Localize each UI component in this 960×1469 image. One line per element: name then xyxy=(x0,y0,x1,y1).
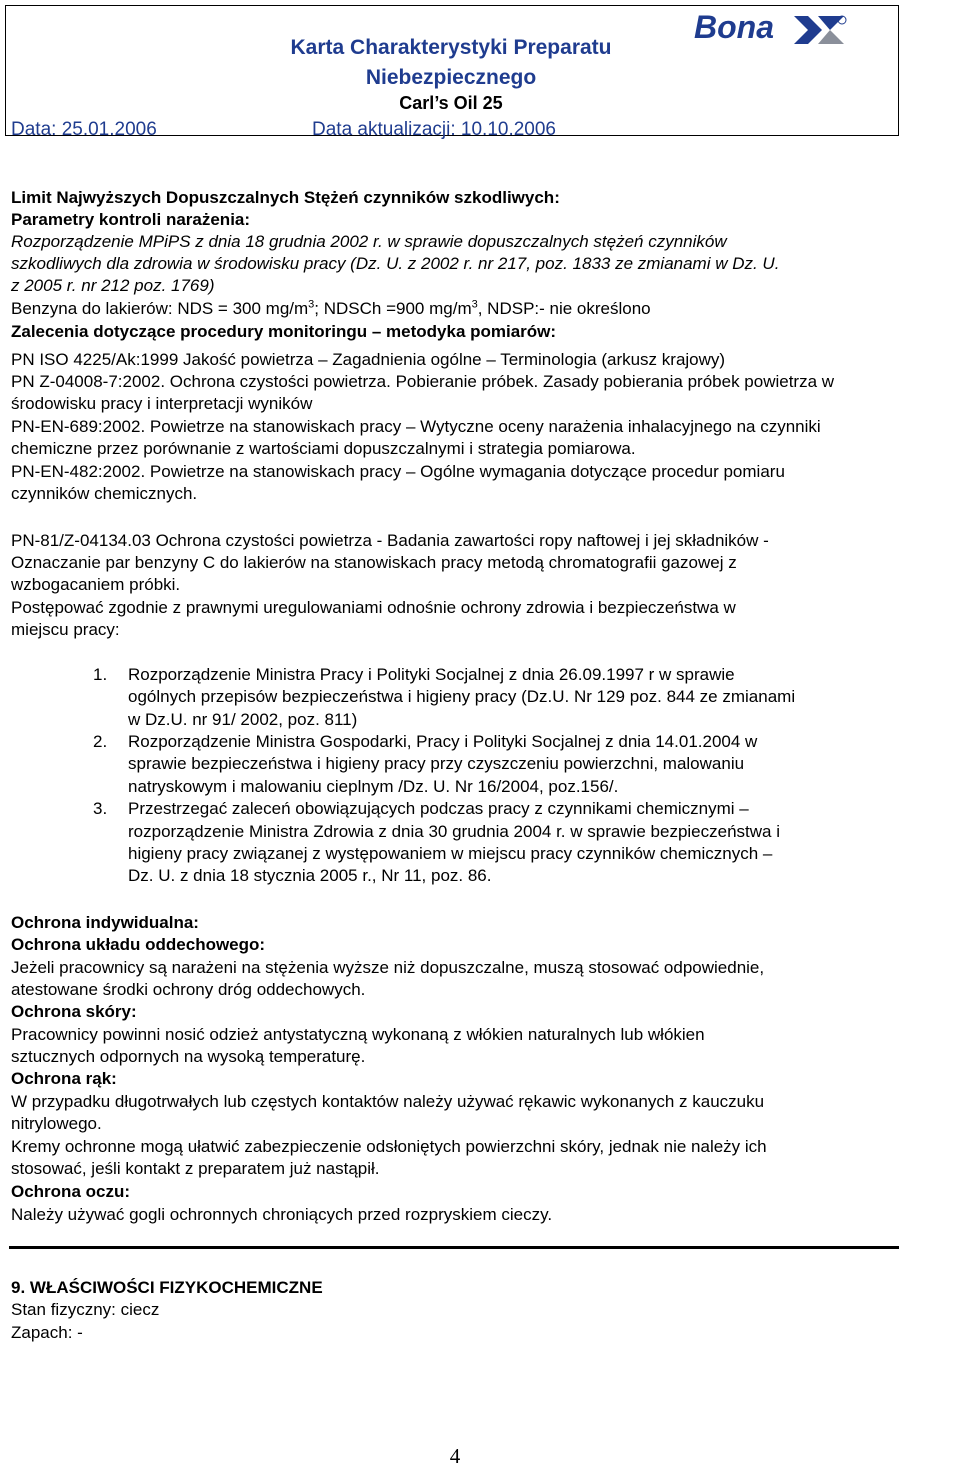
header-title-line1: Karta Charakterystyki Preparatu xyxy=(290,36,612,59)
regulation-line: z 2005 r. nr 212 poz. 1769) xyxy=(11,276,215,295)
list-item-line: natryskowym i malowaniu cieplnym /Dz. U. Nr 16/2004, poz.156/. xyxy=(128,777,619,796)
section-divider xyxy=(9,1246,899,1249)
list-item-line: Dz. U. z dnia 18 stycznia 2005 r., Nr 11, poz. 86. xyxy=(128,866,492,885)
regulation-line: szkodliwych dla zdrowia w środowisku pracy (Dz. U. z 2002 r. nr 217, poz. 1833 ze zmianami w Dz. U. xyxy=(11,254,780,273)
monitoring-line: środowisku pracy i interpretacji wyników xyxy=(11,394,313,413)
monitoring-heading: Zalecenia dotyczące procedury monitoringu – metodyka pomiarów: xyxy=(11,322,557,341)
product-name: Carl’s Oil 25 xyxy=(399,93,503,113)
exposure-heading: Parametry kontroli narażenia: xyxy=(11,210,251,229)
list-item-line: w Dz.U. nr 91/ 2002, poz. 811) xyxy=(128,710,358,729)
list-item-line: Przestrzegać zaleceń obowiązujących podczas pracy z czynnikami chemicznymi – xyxy=(128,799,749,818)
skin-heading: Ochrona skóry: xyxy=(11,1002,137,1021)
pn81-line: PN-81/Z-04134.03 Ochrona czystości powietrza - Badania zawartości ropy naftowej i jej składników - xyxy=(11,531,769,550)
personal-protection-heading: Ochrona indywidualna: xyxy=(11,913,199,932)
pn81-line: wzbogacaniem próbki. xyxy=(11,575,181,594)
eyes-line: Należy używać gogli ochronnych chroniących przed rozpryskiem cieczy. xyxy=(11,1205,553,1224)
list-item-line: rozporządzenie Ministra Zdrowia z dnia 30 grudnia 2004 r. w sprawie bezpieczeństwa i xyxy=(128,822,781,841)
list-item-number: 2. xyxy=(93,732,108,751)
list-item-line: Rozporządzenie Ministra Pracy i Polityki Socjalnej z dnia 26.09.1997 r w sprawie xyxy=(128,665,735,684)
list-item-number: 1. xyxy=(93,665,108,684)
update-date: Data aktualizacji: 10.10.2006 xyxy=(312,119,556,140)
hands-line: stosować, jeśli kontakt z preparatem już nastąpił. xyxy=(11,1159,380,1178)
hands-heading: Ochrona rąk: xyxy=(11,1069,117,1088)
pn81-line: miejscu pracy: xyxy=(11,620,120,639)
skin-line: sztucznych odpornych na wysoką temperaturę. xyxy=(11,1047,366,1066)
physical-state: Stan fizyczny: ciecz xyxy=(11,1300,160,1319)
header-title-line2: Niebezpiecznego xyxy=(365,66,537,89)
section9-heading: 9. WŁAŚCIWOŚCI FIZYKOCHEMICZNE xyxy=(11,1278,323,1297)
monitoring-line: PN-EN-482:2002. Powietrze na stanowiskach pracy – Ogólne wymagania dotyczące procedur pomiaru xyxy=(11,462,785,481)
skin-line: Pracownicy powinni nosić odzież antystatyczną wykonaną z włókien naturalnych lub włókien xyxy=(11,1025,705,1044)
respiratory-line: atestowane środki ochrony dróg oddechowych. xyxy=(11,980,366,999)
bona-logo xyxy=(694,8,854,48)
monitoring-line: PN Z-04008-7:2002. Ochrona czystości powietrza. Pobieranie próbek. Zasady pobierania próbek powietrza w xyxy=(11,372,835,391)
monitoring-line: chemiczne przez porównanie z wartościami dopuszczalnymi i strategia pomiarowa. xyxy=(11,439,636,458)
limits-heading: Limit Najwyższych Dopuszczalnych Stężeń czynników szkodliwych: xyxy=(11,188,560,207)
respiratory-line: Jeżeli pracownicy są narażeni na stężenia wyższe niż dopuszczalne, muszą stosować odpowiednie, xyxy=(11,958,765,977)
regulation-line: Rozporządzenie MPiPS z dnia 18 grudnia 2002 r. w sprawie dopuszczalnych stężeń czynników xyxy=(11,232,727,251)
list-item-line: higieny pracy związanej z występowaniem w miejscu pracy czynników chemicznych – xyxy=(128,844,773,863)
monitoring-line: PN ISO 4225/Ak:1999 Jakość powietrza – Zagadnienia ogólne – Terminologia (arkusz krajowy) xyxy=(11,350,726,369)
hands-line: W przypadku długotrwałych lub częstych kontaktów należy używać rękawic wykonanych z kauczuku xyxy=(11,1092,765,1111)
logo-text: Bona xyxy=(694,9,774,45)
list-item-line: Rozporządzenie Ministra Gospodarki, Pracy i Polityki Socjalnej z dnia 14.01.2004 w xyxy=(128,732,758,751)
respiratory-heading: Ochrona układu oddechowego: xyxy=(11,935,266,954)
monitoring-line: czynników chemicznych. xyxy=(11,484,198,503)
hands-line: nitrylowego. xyxy=(11,1114,102,1133)
hands-line: Kremy ochronne mogą ułatwić zabezpieczenie odsłoniętych powierzchni skóry, jednak nie należy ich xyxy=(11,1137,767,1156)
pn81-line: Postępować zgodnie z prawnymi uregulowaniami odnośnie ochrony zdrowia i bezpieczeństwa w xyxy=(11,598,736,617)
document-header xyxy=(5,5,899,140)
eyes-heading: Ochrona oczu: xyxy=(11,1182,131,1201)
pn81-line: Oznaczanie par benzyny C do lakierów na stanowiskach pracy metodą chromatografii gazowej z xyxy=(11,553,737,572)
odor: Zapach: - xyxy=(11,1323,83,1342)
list-item-line: ogólnych przepisów bezpieczeństwa i higieny pracy (Dz.U. Nr 129 poz. 844 ze zmianami xyxy=(128,687,796,706)
list-item-line: sprawie bezpieczeństwa i higieny pracy przy czyszczeniu powierzchni, malowaniu xyxy=(128,754,745,773)
monitoring-line: PN-EN-689:2002. Powietrze na stanowiskach pracy – Wytyczne oceny narażenia inhalacyjnego na czynniki xyxy=(11,417,821,436)
issue-date: Data: 25.01.2006 xyxy=(11,119,157,140)
list-item-number: 3. xyxy=(93,799,108,818)
page-number: 4 xyxy=(449,1444,461,1468)
nds-values: Benzyna do lakierów: NDS = 300 $mg/m^3$; NDSCh =900 $mg/m^3$, NDSP:- nie określono xyxy=(11,298,651,318)
